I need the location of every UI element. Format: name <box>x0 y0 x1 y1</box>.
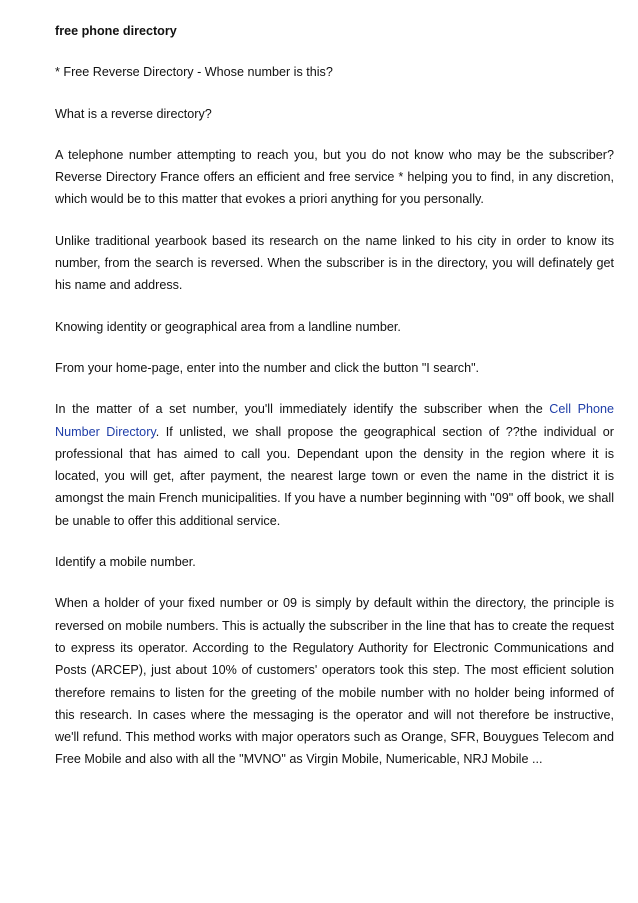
document-title: free phone directory <box>55 24 177 38</box>
paragraph-mobile-details: When a holder of your fixed number or 09 is simply by default within the directory, the principle is reversed on mobile numbers. This is actually the subscriber in the line that has to create the request to express its operator. According to the Regulatory Authority for Electronic Communications and Posts (ARCEP), just about 10% of customers' operators took this step. The most efficient solution therefore remains to listen for the greeting of the mobile number with no holder being informed of this research. In cases where the messaging is the operator and will not therefore be instructive, we'll refund. This method works with major operators such as Orange, SFR, Bouygues Telecom and Free Mobile and also with all the "MVNO" as Virgin Mobile, Numericable, NRJ Mobile ... <box>55 596 614 767</box>
paragraph-set-number-before: In the matter of a set number, you'll immediately identify the subscriber when the <box>55 402 550 417</box>
document-page <box>55 20 614 790</box>
paragraph-set-number-after: . If unlisted, we shall propose the geographical section of ??the individual or professional that has aimed to call you. Dependant upon the density in the region where it is located, you will get, after payment, the nearest large town or even the name in the district it is amongst the main French municipalities. If you have a number beginning with "09" off book, we shall be unable to offer this additional service. <box>55 424 614 528</box>
paragraph-intro: A telephone number attempting to reach you, but you do not know who may be the subscriber? Reverse Directory France offers an efficient and free service * helping you to find, in any discretion, which would be to this matter that evokes a priori anything for you personally. <box>55 147 614 207</box>
paragraph-yearbook: Unlike traditional yearbook based its research on the name linked to his city in order to know its number, from the search is reversed. When the subscriber is in the directory, you will definately get his name and address. <box>55 233 614 293</box>
paragraph-mobile-heading: Identify a mobile number. <box>55 555 196 570</box>
subtitle-paragraph: * Free Reverse Directory - Whose number is this? <box>55 65 333 80</box>
question-heading: What is a reverse directory? <box>55 106 212 121</box>
paragraph-landline: Knowing identity or geographical area from a landline number. <box>55 319 401 334</box>
paragraph-set-number <box>55 398 614 532</box>
cell-phone-directory-link[interactable]: Cell Phone Number Directory <box>55 402 614 439</box>
paragraph-search-instructions: From your home-page, enter into the number and click the button "I search". <box>55 360 480 375</box>
